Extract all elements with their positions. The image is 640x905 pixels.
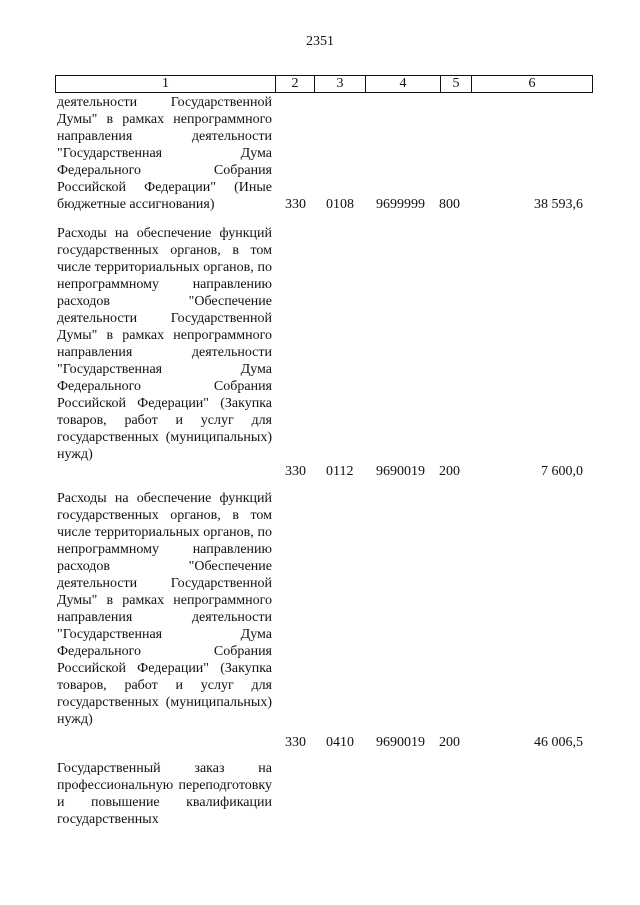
row-description: Государственный заказ на профессиональную переподготовку и повышение квалификации государственных (57, 761, 272, 827)
header-col-5: 5 (441, 76, 472, 93)
row-amount: 46 006,5 (534, 735, 583, 750)
row-amount: 7 600,0 (541, 464, 583, 479)
row-expense-type: 800 (439, 197, 460, 212)
header-col-1: 1 (56, 76, 276, 93)
row-code: 330 (285, 464, 306, 479)
row-section: 0108 (326, 197, 354, 212)
row-description: деятельности Государственной Думы" в рамках непрограммного направления деятельности "Государственная Дума Федерального Собрания Российской Федерации" (Иные бюджетные ассигнования) (57, 95, 272, 212)
row-target: 9690019 (376, 464, 425, 479)
row-target: 9690019 (376, 735, 425, 750)
header-col-6: 6 (472, 76, 593, 93)
row-amount: 38 593,6 (534, 197, 583, 212)
row-description: Расходы на обеспечение функций государственных органов, в том числе территориальных органов, по непрограммному направлению расходов "Обеспечение деятельности Государственной Думы" в рамках непрограммного направления деятельности "Государственная Дума Федерального Собрания Российской Федерации" (Закупка товаров, работ и услуг для государственных (муниципальных) нужд) (57, 226, 272, 462)
page-number: 2351 (306, 34, 334, 49)
row-code: 330 (285, 197, 306, 212)
row-target: 9699999 (376, 197, 425, 212)
header-col-4: 4 (366, 76, 441, 93)
row-expense-type: 200 (439, 464, 460, 479)
column-header-table (55, 75, 593, 93)
row-section: 0112 (326, 464, 354, 479)
row-code: 330 (285, 735, 306, 750)
header-col-2: 2 (276, 76, 315, 93)
header-col-3: 3 (315, 76, 366, 93)
row-description: Расходы на обеспечение функций государственных органов, в том числе территориальных органов, по непрограммному направлению расходов "Обеспечение деятельности Государственной Думы" в рамках непрограммного направления деятельности "Государственная Дума Федерального Собрания Российской Федерации" (Закупка товаров, работ и услуг для государственных (муниципальных) нужд) (57, 491, 272, 727)
row-section: 0410 (326, 735, 354, 750)
row-expense-type: 200 (439, 735, 460, 750)
